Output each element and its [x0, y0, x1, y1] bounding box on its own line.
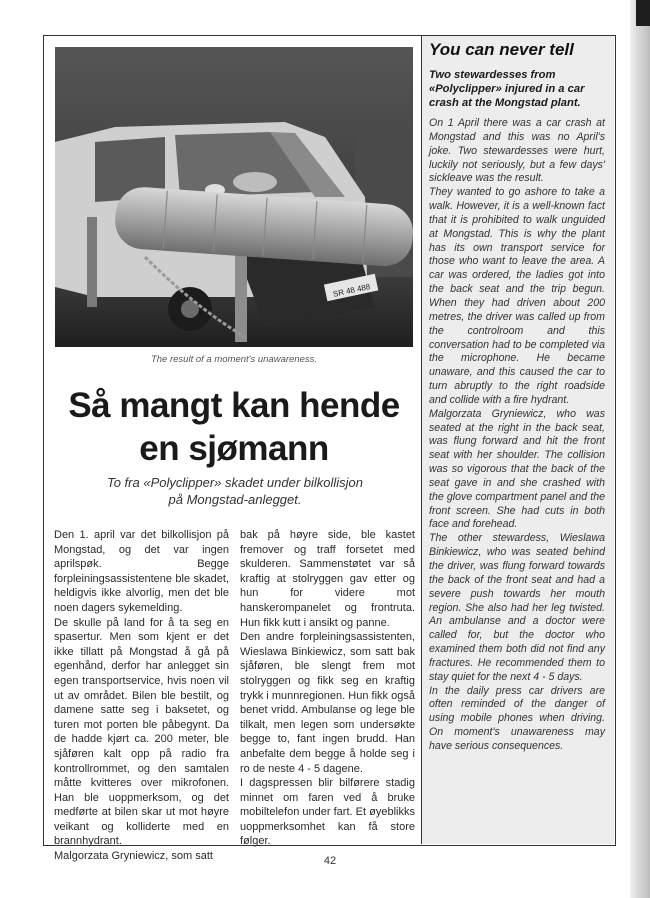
paragraph: bak på høyre side, ble kastet fremover og traff forsetet med skulderen. Sammenstøtet var så kraftig at stolryggen gav etter og hun for videre mot hanskerompanelet og frontruta. Hun fikk kutt i ansikt og panne. [240, 529, 415, 629]
sidebar-paragraph: They wanted to go ashore to take a walk. However, it is a well-known fact that it is prohibited to walk unguided at Mongstad. This is why the plant has its own transport service for those who want to leave the area. A car was ordered, the ladies got into the back seat and the trip begun. When they had driven about 200 metres, the driver was called up from the controlroom and this conversation had to be completed via the microphone. He became unaware, and this caused the car to turn abruptly to the right roadside and collide with a fire hydrant. [429, 186, 605, 406]
paragraph: Den andre forpleiningsassistenten, Wieslawa Binkiewicz, som satt bak sjåføren, ble slengt frem mot stolryggen og fikk seg en kraftig trykk i munnregionen. Hun fikk også benet vridd. Ambulanse og lege ble tilkalt, men legen som undersøkte begge to, fant ingen brudd. Han anbefalte dem begge å holde seg i ro de neste 4 - 5 dagene. [240, 631, 415, 775]
column-divider [421, 35, 422, 844]
sidebar-paragraph: The other stewardess, Wieslawa Binkiewicz, who was seated behind the driver, was flung forward towards the back of the front seat and had a severe push towards her mouth region. She also had her leg twisted. An ambulanse and a doctor were called for, but the doctor who examined them both did not find any fractures. He recommended them to stay quiet for the next 4 - 5 days. [429, 532, 605, 683]
sidebar-paragraph: On 1 April there was a car crash at Mongstad and this was no April's joke. Two stewardesses were hurt, luckily not seriously, but a few days' sickleave was the result. [429, 117, 605, 185]
license-plate: SR 48 488 [332, 282, 372, 299]
sidebar-subtitle: Two stewardesses from «Polyclipper» injured in a car crash at the Mongstad plant. [429, 69, 585, 109]
page-corner-mark [636, 0, 650, 26]
article-subheading [70, 474, 400, 508]
article-column-1 [54, 528, 229, 864]
subhead-line-2: på Mongstad-anlegget. [168, 492, 302, 507]
sidebar-body [429, 117, 605, 754]
crash-photo [55, 47, 413, 347]
paragraph: Den 1. april var det bilkollisjon på Mongstad, og det var ingen aprilspøk. Begge forpleiningsassistentene ble skadet, heldigvis ikke alvorlig, men det ble noen dagers sykemelding. [54, 529, 229, 614]
paragraph: De skulle på land for å ta seg en spasertur. Men som kjent er det ikke tillatt på Mongstad å gå på egenhånd, derfor har anlegget sin egen transportservice, hvis noen vil ut av området. Bilen ble bestilt, og damene satte seg i baksetet, og turen mot porten ble påbegynt. Da de hadde kjørt ca. 200 meter, ble sjåføren kalt opp på radio fra kontrollrommet, og den samtalen måtte kvitteres over mikrofonen. Han ble uoppmerksom, og det medførte at bilen skar ut mot høyre veikant og kolliderte med en brannhydrant. [54, 616, 229, 848]
subhead-line-1: To fra «Polyclipper» skadet under bilkollisjon [106, 475, 364, 490]
article-headline [55, 384, 413, 470]
headline-line-1: Så mangt kan hende [68, 386, 400, 425]
page-edge-shadow [630, 0, 650, 898]
article-column-2 [240, 528, 415, 849]
paragraph: Malgorzata Gryniewicz, som satt [54, 850, 213, 863]
crash-photo-image [55, 47, 413, 347]
headline-line-2: en sjømann [139, 429, 329, 468]
photo-caption: The result of a moment's unawareness. [150, 354, 318, 365]
paragraph: I dagspressen blir bilførere stadig minnet om faren ved å bruke mobiltelefon under fart. Et øyeblikks uoppmerksomhet kan få store følger. [240, 777, 415, 848]
sidebar-paragraph: In the daily press car drivers are often reminded of the danger of using mobile phones when driving. On moment's unawareness may have serious consequences. [429, 684, 605, 752]
sidebar-paragraph: Malgorzata Gryniewicz, who was seated at the right in the back seat, was flung forward and hit the front seat with her shoulder. The collision was so vigorous that the back of the seat gave in and she crashed with the glove compartment panel and the front screen. She had cuts in both face and forehead. [429, 407, 605, 531]
page-number: 42 [323, 855, 337, 867]
sidebar-title: You can never tell [429, 40, 574, 59]
